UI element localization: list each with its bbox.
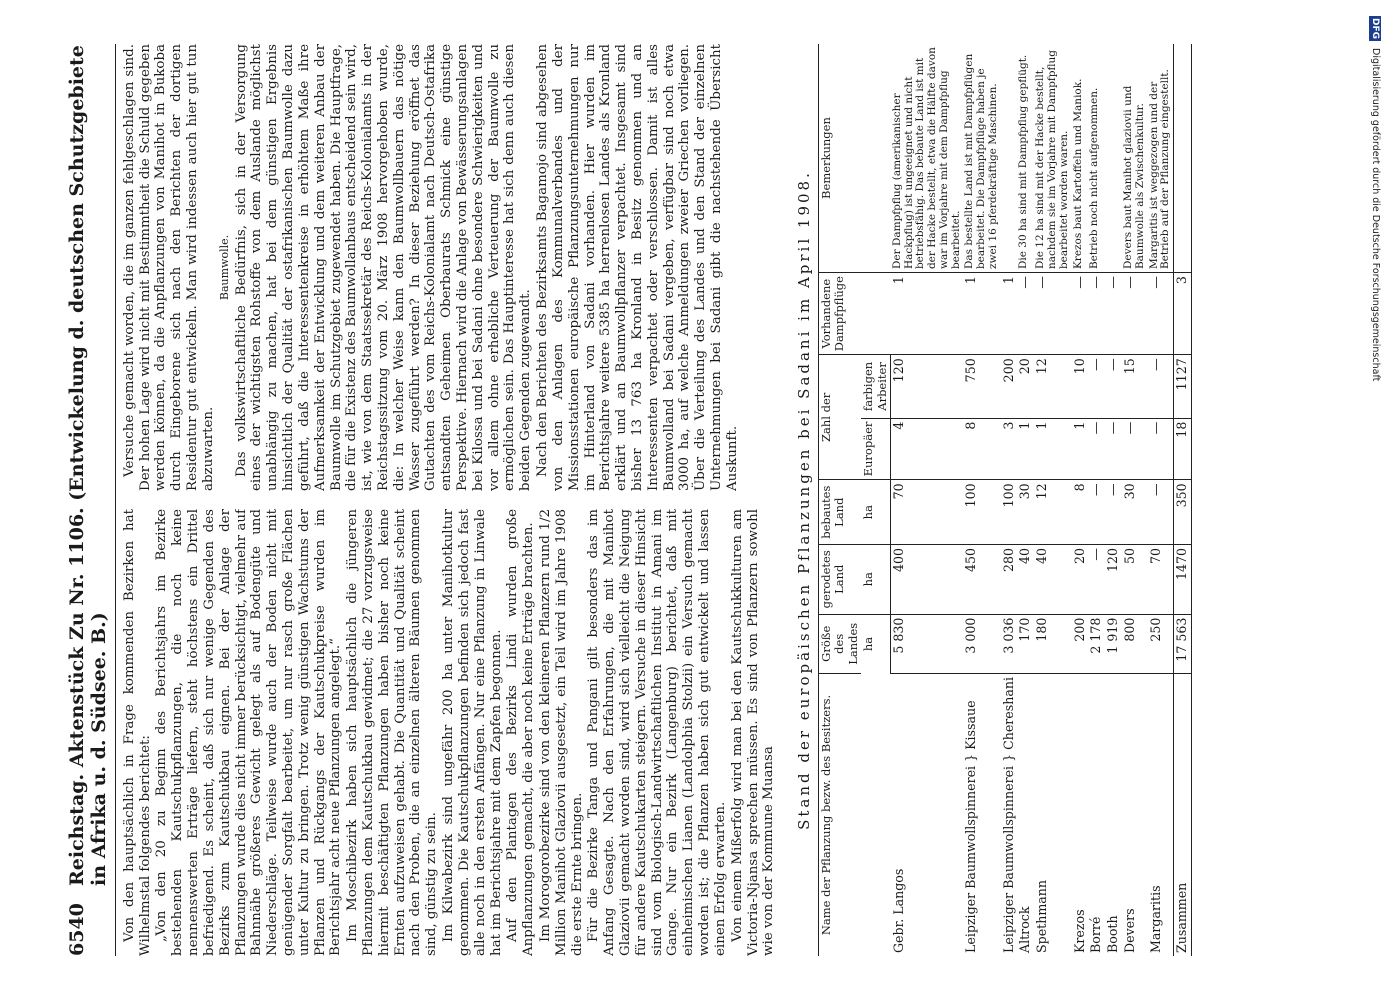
col-header-workers: farbigen Arbeiter <box>861 355 891 418</box>
cell-remark: Der Dampfpflug (amerikanischer Hackpflug) ist ungeeignet und nicht betriebsfähig. Das bebaute Land ist mit der Hacke bestellt, etwa die Hälfte davon war im Vorjahre mit dem Dampfpflug bearbeitet. <box>891 44 964 273</box>
left-paragraph: Von einem Mißerfolg wird man bei den Kautschukkulturen am Victoria-Njansa sprechen müssen. Es sind von Pflanzern sowohl wie von der Kommune Muansa <box>729 509 777 956</box>
left-paragraph: Auf den Plantagen des Bezirks Lindi wurden große Anpflanzungen gemacht, die aber noch keine Erträge brachten. <box>505 509 537 956</box>
cell-name: Krezos <box>1071 909 1087 953</box>
col-header-remarks: Bemerkungen <box>818 44 891 273</box>
cell-size: 3 036 <box>1001 614 1018 673</box>
table-row <box>1017 44 1034 956</box>
cell-ploughs: — <box>1088 273 1105 355</box>
cell-europeans: — <box>1148 418 1174 480</box>
cell-europeans: — <box>1122 418 1148 480</box>
cell-workers: 200 <box>1001 355 1018 418</box>
cell-cleared: 20 <box>1072 544 1089 614</box>
right-body-paragraph: Das volkswirtschaftliche Bedürfnis, sich in der Versorgung eines der wichtigsten Rohstoffe von dem Auslande möglichst unabhängig zu machen, hat bei dem günstigen Ergebnis hinsichtlich der Qualität der ostafrikanischen Baumwolle dazu geführt, daß die Interessentenkreise in erhöhtem Maße ihre Aufmerksamkeit der Entwicklung und dem weiteren Anbau der Baumwolle im Schutzgebiet zugewendet haben. Die Hauptfrage, die für die Existenz des Baumwollanbaus entscheidend sein wird, ist, wie von dem Staatssekretär des Reichs-Kolonialamts in der Reichstagssitzung vom 20. März 1908 hervorgehoben wurde, die: In welcher Weise kann den Baumwollbauern das nötige Wasser zugeführt werden? In dieser Beziehung eröffnet das Gutachten des vom Reichs-Kolonialamt nach Deutsch-Ostafrika entsandten Geheimen Oberbaurats Schmick eine günstige Perspektive. Hiernach wird die Anlage von Bewässerungsanlagen bei Kilossa und bei Sadani ohne besondere Schwierigkeiten und vor allem ohne erhebliche Verteuerung der Baumwolle zu ermöglichen sein. Das Hauptinteresse hat sich denn auch diesen beiden Gegenden zugewandt. <box>233 44 534 491</box>
cell-ploughs: — <box>1072 273 1089 355</box>
col-header-size: Größe des Landes <box>818 614 861 673</box>
col-header-cleared: gerodetes Land <box>818 544 861 614</box>
plantation-table <box>818 44 1192 956</box>
table-total-row <box>1174 44 1192 956</box>
left-paragraph: Im Kilwabezirk sind ungefähr 200 ha unter Manihotkultur genommen. Die Kautschukpflanzungen befinden sich jedoch fast alle noch in den ersten Anfängen. Nur eine Pflanzung in Linwale hat im Berichtsjahre mit dem Zapfen begonnen. <box>441 509 504 956</box>
table-row <box>963 44 1000 956</box>
cell-cultivated: — <box>1148 480 1174 545</box>
unit-ha: ha <box>861 480 891 545</box>
cell-workers: 12 <box>1034 355 1071 418</box>
cell-cleared: 50 <box>1122 544 1148 614</box>
total-size: 17 563 <box>1174 614 1192 673</box>
cell-europeans: 3 <box>1001 418 1018 480</box>
cell-remark: Die 30 ha sind mit Dampfpflug gepflügt. <box>1017 44 1034 273</box>
running-header <box>66 44 116 956</box>
cell-europeans: 1 <box>1072 418 1089 480</box>
cell-workers: — <box>1105 355 1122 418</box>
left-paragraph: Für die Bezirke Tanga und Pangani gilt besonders das im Anfang Gesagte. Nach den Erfahrungen, die mit Manihot Glaziovii gemacht worden sind, wird sich vielleicht die Neigung für andere Kautschukarten steigern. Versuche in dieser Hinsicht sind vom Biologisch-Landwirtschaftlichen Institut in Amani im Gange. Nur ein Bezirk (Langenburg) berichtet, daß mit einheimischen Lianen (Landolphia Stolzii) ein Versuch gemacht worden ist; die Pflanzen haben sich gut entwickelt und lassen einen Erfolg erwarten. <box>586 509 728 956</box>
cell-remark: Devers baut Manihot glaziovii und Baumwolle als Zwischenkultur. <box>1122 44 1148 273</box>
left-paragraph: Von den hauptsächlich in Frage kommenden Bezirken hat Wilhelmstal folgendes berichtet: <box>121 509 153 956</box>
cell-size: 3 000 <box>963 614 1000 673</box>
cell-workers: 15 <box>1122 355 1148 418</box>
table-row <box>1034 44 1071 956</box>
total-label: Zusammen <box>1174 674 1192 956</box>
total-cultivated: 350 <box>1174 480 1192 545</box>
cell-size: 1 919 <box>1105 614 1122 673</box>
cell-remark: Margaritis ist weggezogen und der Betrieb auf der Pflanzung eingestellt. <box>1148 44 1174 273</box>
cell-remark: Betrieb noch nicht aufgenommen. <box>1088 44 1105 273</box>
unit-ha: ha <box>861 544 891 614</box>
page-number: 6540 <box>66 903 88 956</box>
total-cleared: 1470 <box>1174 544 1192 614</box>
cell-name: Altrock <box>1017 906 1033 953</box>
cell-name: Gebr. Langos <box>890 868 906 953</box>
table-row <box>1072 44 1089 956</box>
cell-europeans: 1 <box>1034 418 1071 480</box>
cell-remark: Das bestellte Land ist mit Dampfpflügen bearbeitet. Die Dampfpflüge haben je zwei 16 pferdekräftige Maschinen. <box>963 44 1000 273</box>
left-paragraph: Im Moschibezirk haben sich hauptsächlich die jüngeren Pflanzungen dem Kautschukbau gewidmet; die 27 vorzugsweise hiermit beschäftigten Pflanzungen haben bisher noch keine Ernten aufzuweisen gehabt. Die Quantität und Qualität scheint nach den Proben, die an einzelnen älteren Bäumen genommen sind, günstig zu sein. <box>345 509 440 956</box>
running-title: Reichstag. Aktenstück Zu Nr. 1106. (Entwickelung d. deutschen Schutzgebiete in Afrika u. d. Südsee. B.) <box>66 45 111 886</box>
table-row <box>891 44 964 956</box>
cell-name: Booth <box>1105 915 1121 953</box>
digitization-note <box>1369 16 1381 381</box>
cell-cultivated: 100 <box>963 480 1000 545</box>
table-row <box>1105 44 1122 956</box>
cell-cultivated: — <box>1105 480 1122 545</box>
table-row <box>1148 44 1174 956</box>
table-row <box>1088 44 1105 956</box>
col-header-name: Name der Pflanzung bezw. des Besitzers. <box>818 674 891 956</box>
right-text-column <box>122 44 790 491</box>
cell-cleared: 40 <box>1017 544 1034 614</box>
total-remarks <box>1174 44 1192 273</box>
cell-workers: 750 <box>963 355 1000 418</box>
cell-remark <box>1105 44 1122 273</box>
cell-name: Borré <box>1088 916 1104 953</box>
cell-remark: Die 12 ha sind mit der Hacke bestellt, nachdem sie im Vorjahre mit Dampfpflug bearbeitet worden waren. <box>1034 44 1071 273</box>
cell-cleared: 400 <box>891 544 964 614</box>
cell-cleared: 120 <box>1105 544 1122 614</box>
dfg-logo: DFG <box>1370 18 1380 40</box>
cell-name: Leipziger Baumwollspinnerei } Kissaue <box>963 700 979 953</box>
cell-workers: — <box>1088 355 1105 418</box>
left-paragraph: „Von den 20 zu Beginn des Berichtsjahrs im Bezirke bestehenden Kautschukpflanzungen, die noch keine nennenswerten Erträge liefern, steht höchstens ein Drittel befriedigend. Es scheint, daß sich nur wenige Gegenden des Bezirks zum Kautschukbau eignen. Bei der Anlage der Pflanzungen wurde dies nicht immer berücksichtigt, vielmehr auf Bahnnähe größeres Gewicht gelegt als auf Bodengüte und Niederschläge. Teilweise wurde auch der Boden nicht mit genügender Sorgfalt bearbeitet, um nur rasch große Flächen unter Kultur zu bringen. Trotz wenig günstigen Wachstums der Pflanzen und Rückgangs der Kautschukpreise wurden im Berichtsjahr acht neue Pflanzungen angelegt.“ <box>154 509 344 956</box>
cell-size: 2 178 <box>1088 614 1105 673</box>
cell-name: Devers <box>1122 908 1138 953</box>
cell-size: 250 <box>1148 614 1174 673</box>
left-text-column <box>122 509 790 956</box>
table-title: Stand der europäischen Pflanzungen bei Sadani im April 1908. <box>794 170 813 830</box>
cell-size: 170 <box>1017 614 1034 673</box>
cell-workers: — <box>1148 355 1174 418</box>
col-header-europeans: Europäer <box>861 418 891 480</box>
cell-ploughs: 1 <box>963 273 1000 355</box>
right-column-body <box>234 44 741 491</box>
cell-europeans: — <box>1088 418 1105 480</box>
cell-ploughs: 1 <box>891 273 964 355</box>
cell-ploughs: — <box>1122 273 1148 355</box>
cell-cleared: 70 <box>1148 544 1174 614</box>
cell-cultivated: 100 <box>1001 480 1018 545</box>
cell-name: Spethmann <box>1034 880 1050 953</box>
unit-ha: ha <box>861 614 891 673</box>
cell-cleared: 40 <box>1034 544 1071 614</box>
cell-cleared: — <box>1088 544 1105 614</box>
cell-europeans: 1 <box>1017 418 1034 480</box>
cell-remark <box>1001 44 1018 273</box>
total-europeans: 18 <box>1174 418 1192 480</box>
table-body <box>891 44 1174 956</box>
left-paragraph: Im Morogorobezirke sind von den kleineren Pflanzern rund 1/2 Million Manihot Glaziovii ausgesetzt, ein Teil wird im Jahre 1908 die erste Ernte bringen. <box>537 509 585 956</box>
cell-europeans: — <box>1105 418 1122 480</box>
total-workers: 1127 <box>1174 355 1192 418</box>
cell-size: 800 <box>1122 614 1148 673</box>
cell-cultivated: 8 <box>1072 480 1089 545</box>
cell-cleared: 280 <box>1001 544 1018 614</box>
cell-size: 200 <box>1072 614 1089 673</box>
text-columns <box>122 44 790 956</box>
cell-remark: Krezos baut Kartoffeln und Maniok. <box>1072 44 1089 273</box>
cell-cultivated: 30 <box>1122 480 1148 545</box>
cell-workers: 120 <box>891 355 964 418</box>
table-row <box>1122 44 1148 956</box>
cell-cultivated: 30 <box>1017 480 1034 545</box>
col-header-ploughs: Vorhandene Dampfpflüge <box>818 273 891 355</box>
cell-europeans: 8 <box>963 418 1000 480</box>
cell-name: Leipziger Baumwollspinnerei } Chereshani <box>1000 677 1016 953</box>
cell-cleared: 450 <box>963 544 1000 614</box>
cell-ploughs: — <box>1148 273 1174 355</box>
right-intro-paragraph: Versuche gemacht worden, die im ganzen fehlgeschlagen sind. Der hohen Lage wird nicht mit Bestimmtheit die Schuld gegeben werden können, da die Anpflanzungen von Manihot in Bukoba durch Eingeborene sich nach den Berichten der dortigen Residentur gut entwickeln. Man wird indessen auch hier gut tun abzuwarten. <box>121 44 216 491</box>
cell-ploughs: 1 <box>1001 273 1018 355</box>
cell-cultivated: — <box>1088 480 1105 545</box>
cell-ploughs: — <box>1017 273 1034 355</box>
col-header-count-group: Zahl der <box>818 355 861 480</box>
cell-europeans: 4 <box>891 418 964 480</box>
total-ploughs: 3 <box>1174 273 1192 355</box>
cell-size: 5 830 <box>891 614 964 673</box>
cell-size: 180 <box>1034 614 1071 673</box>
right-column-intro <box>122 44 217 491</box>
cell-workers: 20 <box>1017 355 1034 418</box>
cell-ploughs: — <box>1034 273 1071 355</box>
right-body-paragraph: Nach den Berichten des Bezirksamts Bagamojo sind abgesehen von den Anlagen des Kommunalverbandes und der Missionsstationen europäische Pflanzungsunternehmungen nur im Hinterland von Sadani vorhanden. Hier wurden im Berichtsjahre weitere 5385 ha herrenlosen Landes als Kronland erklärt und an Baumwollpflanzer verpachtet. Insgesamt sind bisher 13 763 ha Kronland in Besitz genommen und an Interessenten verpachtet oder verschlossen. Damit ist alles Baumwolland bei Sadani vergeben, verfügbar sind noch etwa 3000 ha, auf welche Anmeldungen zweier Griechen vorliegen. Über die Verteilung des Landes und den Stand der einzelnen Unternehmungen bei Sadani gibt die nachstehende Übersicht Auskunft. <box>535 44 740 491</box>
cell-name: Margaritis <box>1147 885 1163 953</box>
digitization-text: Digitalisierung gefördert durch die Deutsche Forschungsgemeinschaft <box>1370 48 1381 382</box>
cell-cultivated: 70 <box>891 480 964 545</box>
table-row <box>1001 44 1018 956</box>
section-heading-baumwolle: Baumwolle. <box>217 234 231 301</box>
col-header-cultivated: bebautes Land <box>818 480 861 545</box>
cell-ploughs: — <box>1105 273 1122 355</box>
cell-workers: 10 <box>1072 355 1089 418</box>
cell-cultivated: 12 <box>1034 480 1071 545</box>
